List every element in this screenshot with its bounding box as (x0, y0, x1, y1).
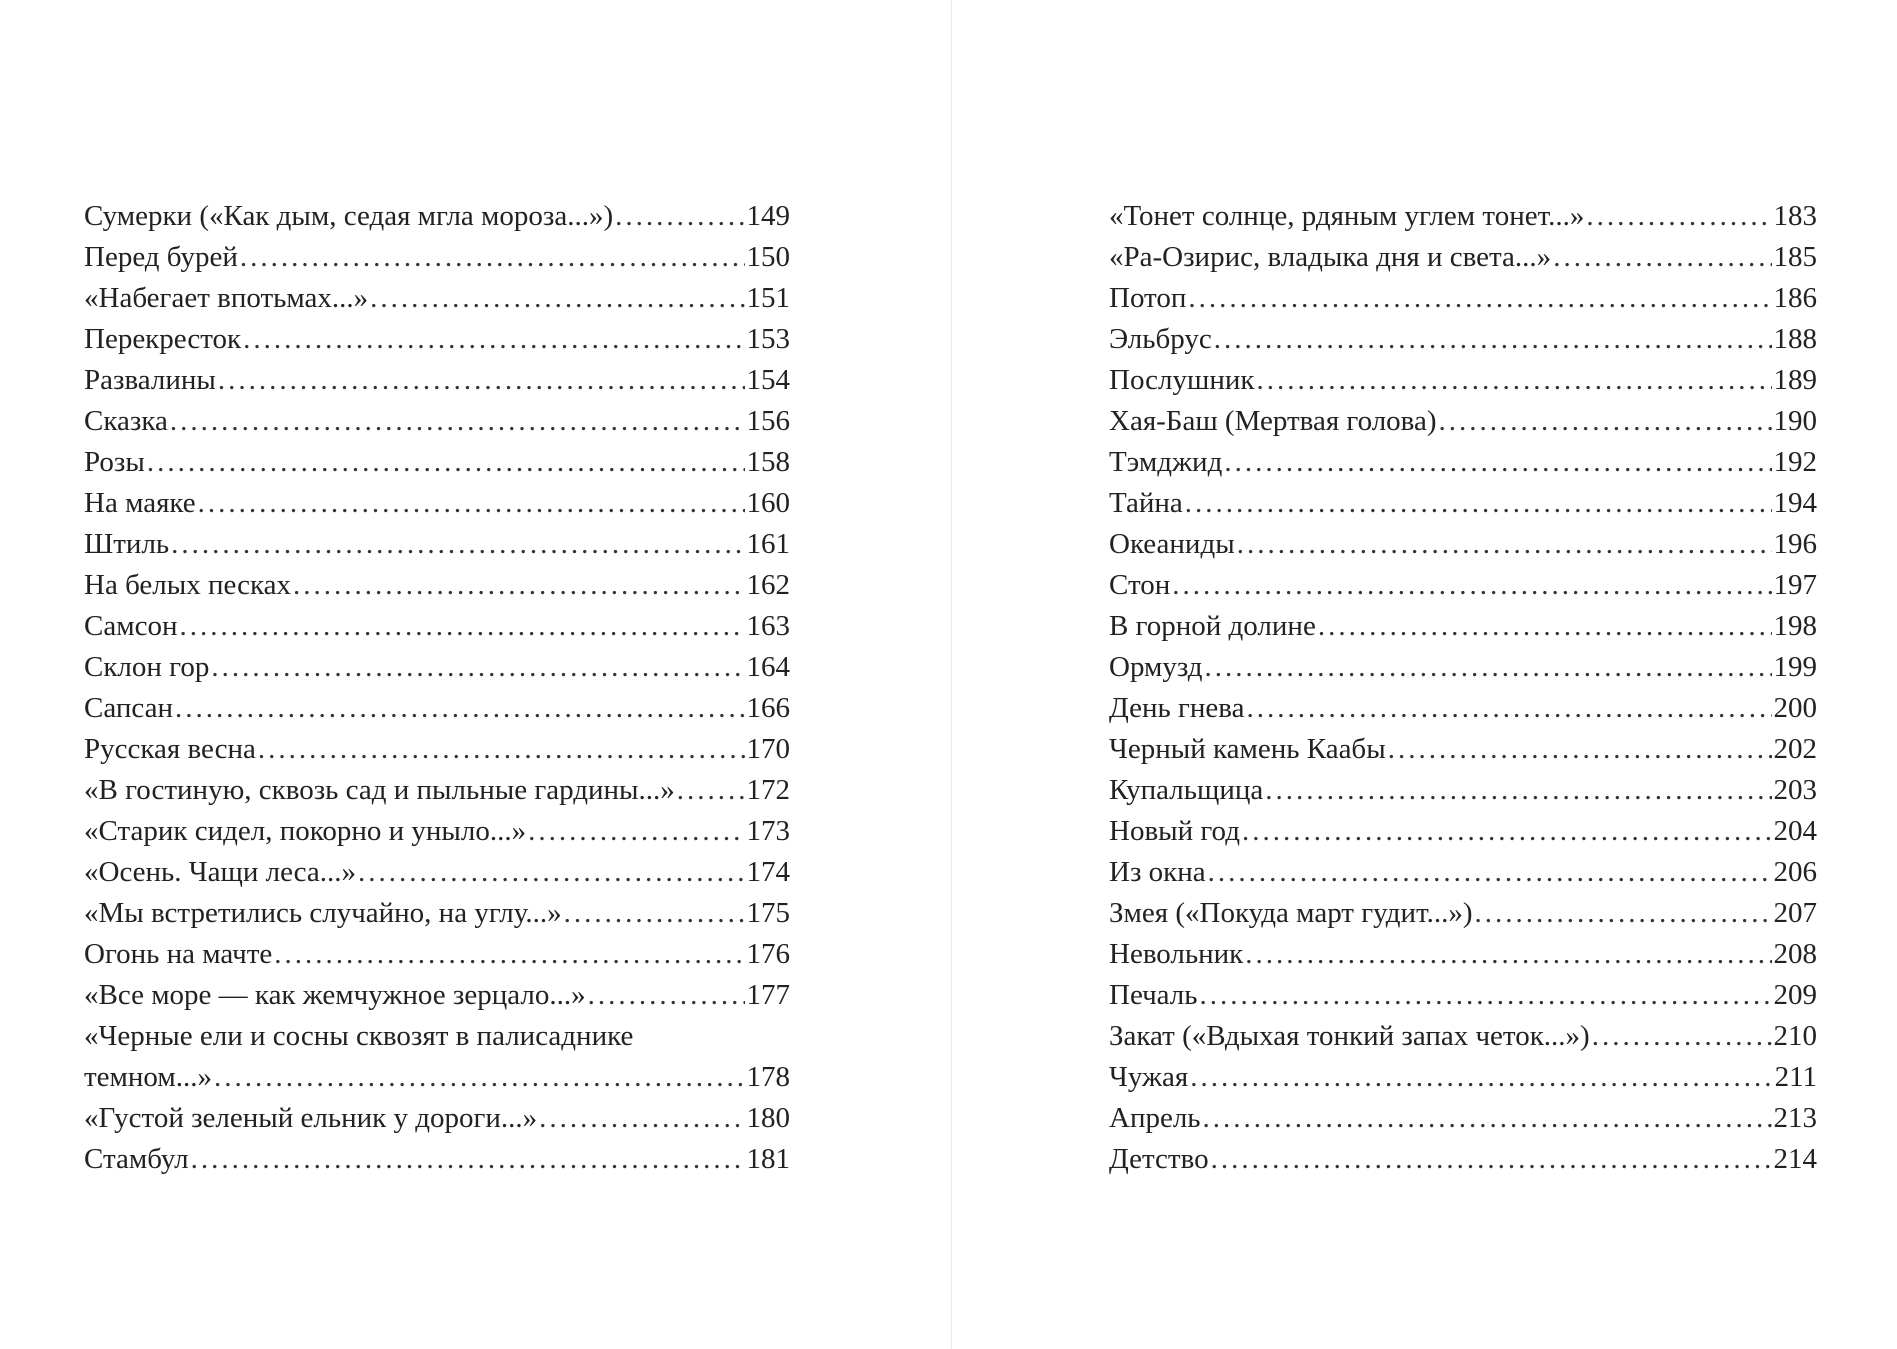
toc-entry-page-number: 180 (746, 1102, 790, 1134)
toc-entry-title: Тайна (1109, 487, 1183, 519)
toc-entry-page-number: 210 (1773, 1020, 1817, 1052)
dot-leader (1439, 401, 1772, 442)
toc-entry (1109, 770, 1817, 811)
toc-entry (1109, 688, 1817, 729)
toc-entry-title: «Старик сидел, покорно и уныло...» (84, 815, 527, 847)
toc-entry (84, 606, 790, 647)
dot-leader (1208, 852, 1772, 893)
toc-entry-page-number: 160 (746, 487, 790, 519)
dot-leader (1553, 237, 1771, 278)
toc-entry-title: На маяке (84, 487, 196, 519)
toc-entry-title: Из окна (1109, 856, 1206, 888)
toc-entry-page-number: 172 (746, 774, 790, 806)
toc-entry-title: Новый год (1109, 815, 1240, 847)
toc-entry-title: Змея («Покуда март гудит...») (1109, 897, 1473, 929)
left-toc-list (84, 196, 790, 1180)
dot-leader (293, 565, 744, 606)
toc-entry-title: Печаль (1109, 979, 1198, 1011)
toc-entry (1109, 606, 1817, 647)
toc-entry (1109, 196, 1817, 237)
toc-entry-title: «Осень. Чащи леса...» (84, 856, 357, 888)
toc-entry (84, 811, 790, 852)
dot-leader (1592, 1016, 1772, 1057)
toc-entry-title: Самсон (84, 610, 178, 642)
toc-entry-page-number: 214 (1773, 1143, 1817, 1175)
toc-entry (84, 1098, 790, 1139)
dot-leader (191, 1139, 745, 1180)
dot-leader (1318, 606, 1772, 647)
toc-entry-title: Ормузд (1109, 651, 1203, 683)
toc-entry-title: Океаниды (1109, 528, 1235, 560)
toc-entry-title: Послушник (1109, 364, 1255, 396)
dot-leader (243, 319, 744, 360)
toc-entry-title: Детство (1109, 1143, 1209, 1175)
toc-entry-page-number: 176 (746, 938, 790, 970)
toc-entry-page-number: 211 (1774, 1061, 1817, 1093)
dot-leader (171, 524, 744, 565)
dot-leader (1205, 647, 1772, 688)
toc-entry-title: День гнева (1109, 692, 1245, 724)
toc-entry-page-number: 209 (1773, 979, 1817, 1011)
dot-leader (1214, 319, 1772, 360)
toc-entry-title: Русская весна (84, 733, 256, 765)
toc-entry (1109, 319, 1817, 360)
dot-leader (211, 647, 744, 688)
dot-leader (147, 442, 745, 483)
toc-entry-page-number: 192 (1773, 446, 1817, 478)
toc-entry-title: «Ра-Озирис, владыка дня и света...» (1109, 241, 1552, 273)
toc-entry (1109, 811, 1817, 852)
dot-leader (370, 278, 744, 319)
toc-entry-page-number: 178 (746, 1061, 790, 1093)
toc-entry (1109, 893, 1817, 934)
dot-leader (564, 893, 745, 934)
dot-leader (1200, 975, 1772, 1016)
dot-leader (198, 483, 745, 524)
toc-entry-title: Потоп (1109, 282, 1187, 314)
toc-entry (84, 278, 790, 319)
toc-entry-title: Чужая (1109, 1061, 1189, 1093)
toc-entry-title-line2: темном...» (84, 1061, 212, 1093)
toc-entry (84, 729, 790, 770)
toc-entry-page-number: 199 (1773, 651, 1817, 683)
toc-entry (84, 975, 790, 1016)
toc-entry (84, 401, 790, 442)
toc-entry-page-number: 158 (746, 446, 790, 478)
toc-entry (1109, 401, 1817, 442)
dot-leader (179, 606, 744, 647)
toc-entry-page-number: 174 (746, 856, 790, 888)
toc-entry-multiline (84, 1016, 790, 1098)
right-toc-list (1109, 196, 1817, 1180)
toc-entry-page-number: 164 (746, 651, 790, 683)
toc-entry (1109, 565, 1817, 606)
right-page (1109, 196, 1817, 1180)
toc-entry-page-number: 181 (746, 1143, 790, 1175)
toc-entry-title: Огонь на мачте (84, 938, 273, 970)
toc-entry-page-number: 185 (1773, 241, 1817, 273)
toc-entry-page-number: 177 (746, 979, 790, 1011)
toc-entry (1109, 237, 1817, 278)
toc-entry (1109, 278, 1817, 319)
toc-entry (1109, 1016, 1817, 1057)
toc-entry (1109, 483, 1817, 524)
toc-entry (84, 647, 790, 688)
dot-leader (1224, 442, 1771, 483)
toc-entry-title: Склон гор (84, 651, 210, 683)
toc-entry (84, 360, 790, 401)
dot-leader (1237, 524, 1772, 565)
toc-entry-page-number: 208 (1773, 938, 1817, 970)
dot-leader (1388, 729, 1772, 770)
dot-leader (1474, 893, 1771, 934)
toc-entry-title: Стон (1109, 569, 1171, 601)
toc-entry (1109, 524, 1817, 565)
toc-entry-page-number: 197 (1773, 569, 1817, 601)
toc-entry-title: В горной долине (1109, 610, 1316, 642)
toc-entry-page-number: 151 (746, 282, 790, 314)
toc-entry-page-number: 149 (746, 200, 790, 232)
toc-entry (1109, 1098, 1817, 1139)
dot-leader (1185, 483, 1772, 524)
toc-entry-second-line (84, 1057, 790, 1098)
dot-leader (218, 360, 745, 401)
toc-entry-title: Стамбул (84, 1143, 189, 1175)
toc-entry-title: Черный камень Каабы (1109, 733, 1386, 765)
dot-leader (1211, 1139, 1772, 1180)
toc-entry-title: Эльбрус (1109, 323, 1212, 355)
toc-entry-page-number: 190 (1773, 405, 1817, 437)
toc-entry (84, 893, 790, 934)
dot-leader (588, 975, 745, 1016)
toc-entry-title: Сумерки («Как дым, седая мгла мороза...») (84, 200, 614, 232)
toc-entry-title: Закат («Вдыхая тонкий запах четок...») (1109, 1020, 1590, 1052)
dot-leader (1246, 688, 1771, 729)
toc-entry-page-number: 163 (746, 610, 790, 642)
dot-leader (1586, 196, 1771, 237)
toc-entry (84, 688, 790, 729)
toc-entry-title: Хая-Баш (Мертвая голова) (1109, 405, 1437, 437)
toc-entry-title: Тэмджид (1109, 446, 1223, 478)
toc-entry-page-number: 161 (746, 528, 790, 560)
toc-entry-title: Сапсан (84, 692, 173, 724)
dot-leader (677, 770, 745, 811)
dot-leader (175, 688, 745, 729)
toc-entry (1109, 1057, 1817, 1098)
dot-leader (1242, 811, 1772, 852)
dot-leader (1203, 1098, 1772, 1139)
dot-leader (615, 196, 744, 237)
dot-leader (1188, 278, 1771, 319)
toc-entry-title: «Мы встретились случайно, на углу...» (84, 897, 562, 929)
toc-entry (1109, 1139, 1817, 1180)
toc-entry-page-number: 206 (1773, 856, 1817, 888)
toc-entry-page-number: 166 (746, 692, 790, 724)
toc-entry-page-number: 186 (1773, 282, 1817, 314)
toc-entry-title-line1: «Черные ели и сосны сквозят в палисаднике (84, 1020, 634, 1052)
dot-leader (170, 401, 745, 442)
toc-entry-title: «Все море — как жемчужное зерцало...» (84, 979, 586, 1011)
toc-entry (84, 770, 790, 811)
dot-leader (1265, 770, 1771, 811)
toc-entry (1109, 729, 1817, 770)
toc-entry (84, 934, 790, 975)
toc-entry-title: Сказка (84, 405, 168, 437)
toc-entry-title: Перекресток (84, 323, 242, 355)
toc-entry (84, 483, 790, 524)
toc-entry-page-number: 175 (746, 897, 790, 929)
toc-entry (84, 524, 790, 565)
dot-leader (528, 811, 744, 852)
toc-entry-page-number: 207 (1773, 897, 1817, 929)
dot-leader (539, 1098, 744, 1139)
dot-leader (1172, 565, 1771, 606)
toc-entry-page-number: 213 (1773, 1102, 1817, 1134)
dot-leader (258, 729, 745, 770)
dot-leader (1190, 1057, 1772, 1098)
toc-entry-page-number: 202 (1773, 733, 1817, 765)
toc-entry-page-number: 203 (1773, 774, 1817, 806)
toc-entry-title: Розы (84, 446, 145, 478)
dot-leader (1256, 360, 1771, 401)
left-page (84, 196, 790, 1180)
toc-entry-page-number: 189 (1773, 364, 1817, 396)
toc-entry-page-number: 188 (1773, 323, 1817, 355)
toc-entry-page-number: 204 (1773, 815, 1817, 847)
toc-entry-title: Купальщица (1109, 774, 1264, 806)
toc-entry-page-number: 154 (746, 364, 790, 396)
toc-entry (84, 196, 790, 237)
toc-entry-page-number: 198 (1773, 610, 1817, 642)
toc-entry-title: Штиль (84, 528, 170, 560)
toc-entry (84, 565, 790, 606)
toc-entry-title: Невольник (1109, 938, 1244, 970)
toc-entry-page-number: 196 (1773, 528, 1817, 560)
toc-entry (84, 319, 790, 360)
toc-entry-title: Развалины (84, 364, 216, 396)
toc-entry (1109, 852, 1817, 893)
toc-entry (84, 442, 790, 483)
toc-entry-page-number: 170 (746, 733, 790, 765)
toc-entry-page-number: 173 (746, 815, 790, 847)
dot-leader (214, 1057, 745, 1098)
dot-leader (1245, 934, 1771, 975)
dot-leader (274, 934, 744, 975)
page-gutter (951, 0, 952, 1349)
toc-entry-title: «Тонет солнце, рдяным углем тонет...» (1109, 200, 1585, 232)
toc-entry-page-number: 156 (746, 405, 790, 437)
toc-entry-title: Апрель (1109, 1102, 1201, 1134)
toc-entry (84, 1139, 790, 1180)
dot-leader (240, 237, 745, 278)
toc-entry-page-number: 150 (746, 241, 790, 273)
dot-leader (358, 852, 744, 893)
toc-entry-page-number: 200 (1773, 692, 1817, 724)
toc-entry-title: Перед бурей (84, 241, 238, 273)
toc-entry-title: На белых песках (84, 569, 292, 601)
toc-entry (84, 237, 790, 278)
toc-entry (1109, 934, 1817, 975)
toc-entry (84, 852, 790, 893)
toc-entry-page-number: 183 (1773, 200, 1817, 232)
toc-entry (1109, 647, 1817, 688)
toc-entry-page-number: 194 (1773, 487, 1817, 519)
toc-entry-title: «Набегает впотьмах...» (84, 282, 369, 314)
toc-entry-title: «В гостиную, сквозь сад и пыльные гардины...» (84, 774, 675, 806)
toc-entry (1109, 975, 1817, 1016)
toc-entry-page-number: 162 (746, 569, 790, 601)
toc-entry (1109, 360, 1817, 401)
toc-entry (1109, 442, 1817, 483)
toc-entry-title: «Густой зеленый ельник у дороги...» (84, 1102, 538, 1134)
toc-entry-page-number: 153 (746, 323, 790, 355)
